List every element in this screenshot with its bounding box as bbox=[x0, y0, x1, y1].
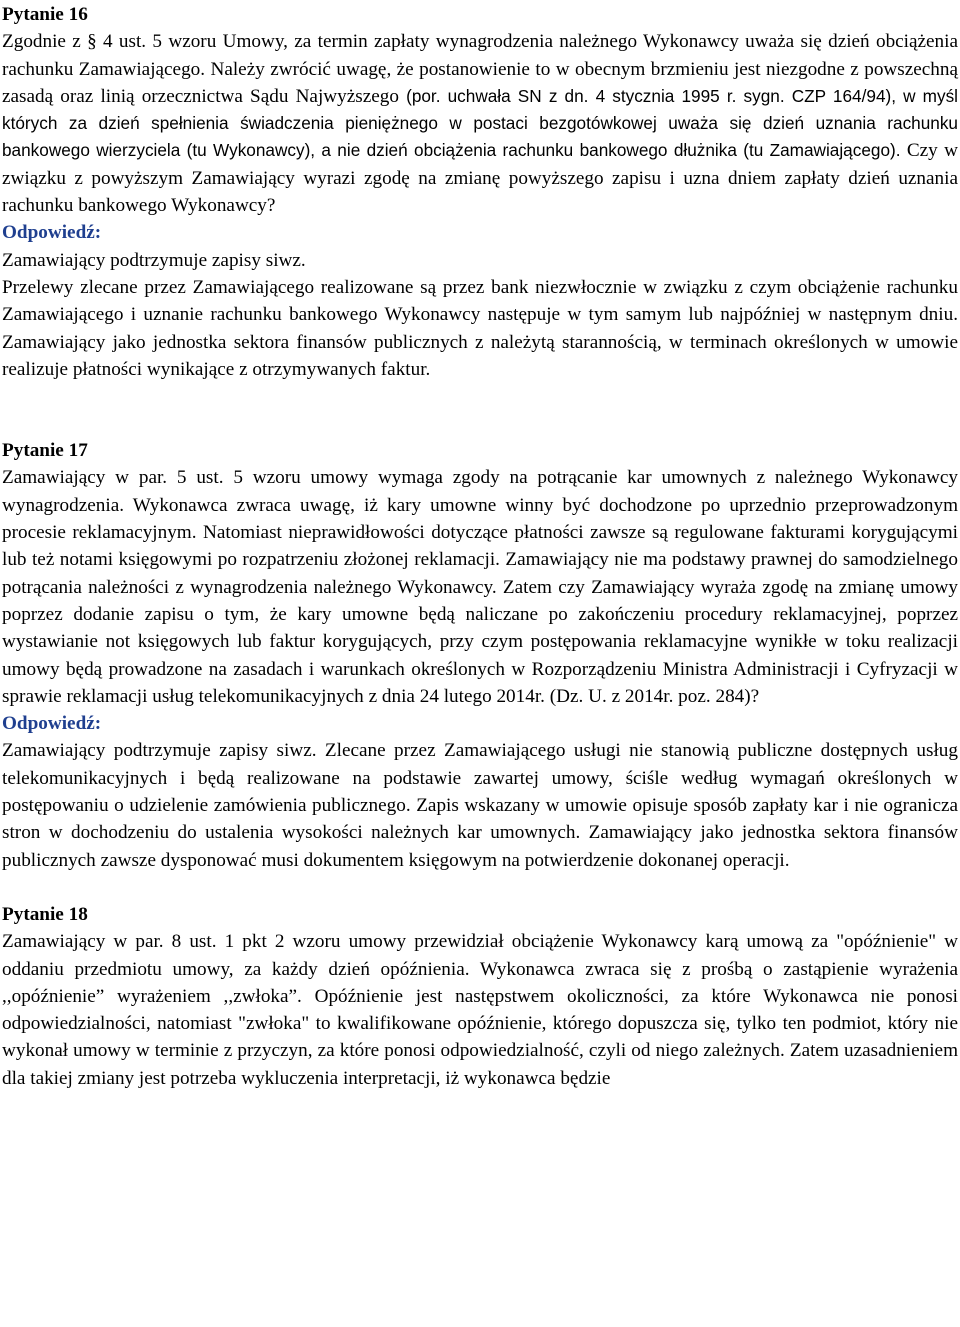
question-17-answer-label: Odpowiedź: bbox=[2, 713, 102, 735]
question-16-section bbox=[2, 1, 958, 383]
question-17-section bbox=[2, 437, 958, 874]
document-page bbox=[2, 1, 958, 1092]
section-spacer bbox=[2, 383, 958, 437]
section-spacer bbox=[2, 874, 958, 901]
question-17-title: Pytanie 17 bbox=[2, 440, 88, 462]
question-16-citation: (por. uchwała SN z dn. 4 stycznia 1995 r. sygn. CZP 164/94), w myśl których za dzień spełnienia świadczenia pieniężnego w postaci bezgotówkowej uważa się dzień uznania rachunku bankowego wierzyciela (tu Wykonawcy), a nie dzień obciążenia rachunku bankowego dłużnika (tu Zamawiającego). bbox=[2, 85, 958, 161]
question-16-text bbox=[2, 28, 958, 219]
question-16-title: Pytanie 16 bbox=[2, 4, 88, 25]
question-16-text-part-b: Czy w związku z powyższym Zamawiający wyrazi zgodę na zmianę powyższego zapisu i uzna dniem zapłaty dzień uznania rachunku bankowego Wykonawcy? bbox=[2, 140, 958, 217]
question-16-answer-line-2: Przelewy zlecane przez Zamawiającego realizowane są przez bank niezwłocznie w związku z czym obciążenie rachunku Zamawiającego i uznanie rachunku bankowego Wykonawcy następuje w tym samym lub najpóźniej w następnym dniu. Zamawiający jako jednostka sektora finansów publicznych z należytą starannością, w terminach określonych w umowie realizuje płatności wynikające z otrzymywanych faktur. bbox=[2, 276, 958, 380]
question-17-answer: Zamawiający podtrzymuje zapisy siwz. Zlecane przez Zamawiającego usługi nie stanowią publiczne dostępnych usług telekomunikacyjnych i będą realizowane na podstawie zawartej umowy, ściśle według wymagań określonych w postępowaniu o udzielenie zamówienia publicznego. Zapis wskazany w umowie opisuje sposób zapłaty kar i nie ogranicza stron w dochodzeniu do ustalenia wysokości należnych kar umownych. Zamawiający jako jednostka sektora finansów publicznych zawsze dysponować musi dokumentem księgowym na potwierdzenie dokonanej operacji. bbox=[2, 740, 958, 871]
question-16-answer-label: Odpowiedź: bbox=[2, 222, 102, 244]
question-18-section bbox=[2, 901, 958, 1092]
question-16-text-part-a: Zgodnie z § 4 ust. 5 wzoru Umowy, za termin zapłaty wynagrodzenia należnego Wykonawcy uważa się dzień obciążenia rachunku Zamawiającego. Należy zwrócić uwagę, że postanowienie to w obecnym brzmieniu jest niezgodne z powszechną zasadą oraz linią orzecznictwa Sądu Najwyższego bbox=[2, 31, 958, 107]
question-18-title: Pytanie 18 bbox=[2, 903, 88, 925]
question-18-text: Zamawiający w par. 8 ust. 1 pkt 2 wzoru umowy przewidział obciążenie Wykonawcy karą umową za "opóźnienie" w oddaniu przedmiotu umowy, za każdy dzień opóźnienia. Wykonawca zwraca się z prośbą o zastąpienie wyrażenia ,,opóźnienie” wyrażeniem ,,zwłoka”. Opóźnienie jest następstwem okoliczności, za które Wykonawca nie ponosi odpowiedzialności, natomiast "zwłoka" to kwalifikowane opóźnienie, którego dopuszcza się, tylko ten podmiot, który nie wykonał umowy w terminie z przyczyn, za które ponosi odpowiedzialność, czyli od niego zależnych. Zatem uzasadnieniem dla takiej zmiany jest potrzeba wykluczenia interpretacji, iż wykonawca będzie bbox=[2, 931, 958, 1089]
question-16-answer-line-1: Zamawiający podtrzymuje zapisy siwz. bbox=[2, 249, 306, 271]
question-17-text: Zamawiający w par. 5 ust. 5 wzoru umowy wymaga zgody na potrącanie kar umownych z należnego Wykonawcy wynagrodzenia. Wykonawca zwraca uwagę, iż kary umowne winny być dochodzone po uprzednio przeprowadzonym procesie reklamacyjnym. Natomiast nieprawidłowości dotyczące płatności zawsze są regulowane fakturami korygującymi lub też notami księgowymi po rozpatrzeniu złożonej reklamacji. Zamawiający nie ma podstawy prawnej do samodzielnego potrącania należności z wynagrodzenia należnego Wykonawcy. Zatem czy Zamawiający wyraża zgodę na zmianę umowy poprzez dodanie zapisu o tym, że kary umowne będą naliczane po zakończeniu procedury reklamacyjnej, poprzez wystawianie not księgowych lub faktur korygujących, przy czym postępowania reklamacyjne wynikłe w toku realizacji umowy będą prowadzone na zasadach i warunkach określonych w Rozporządzeniu Ministra Administracji i Cyfryzacji w sprawie reklamacji usług telekomunikacyjnych z dnia 24 lutego 2014r. (Dz. U. z 2014r. poz. 284)? bbox=[2, 467, 958, 707]
